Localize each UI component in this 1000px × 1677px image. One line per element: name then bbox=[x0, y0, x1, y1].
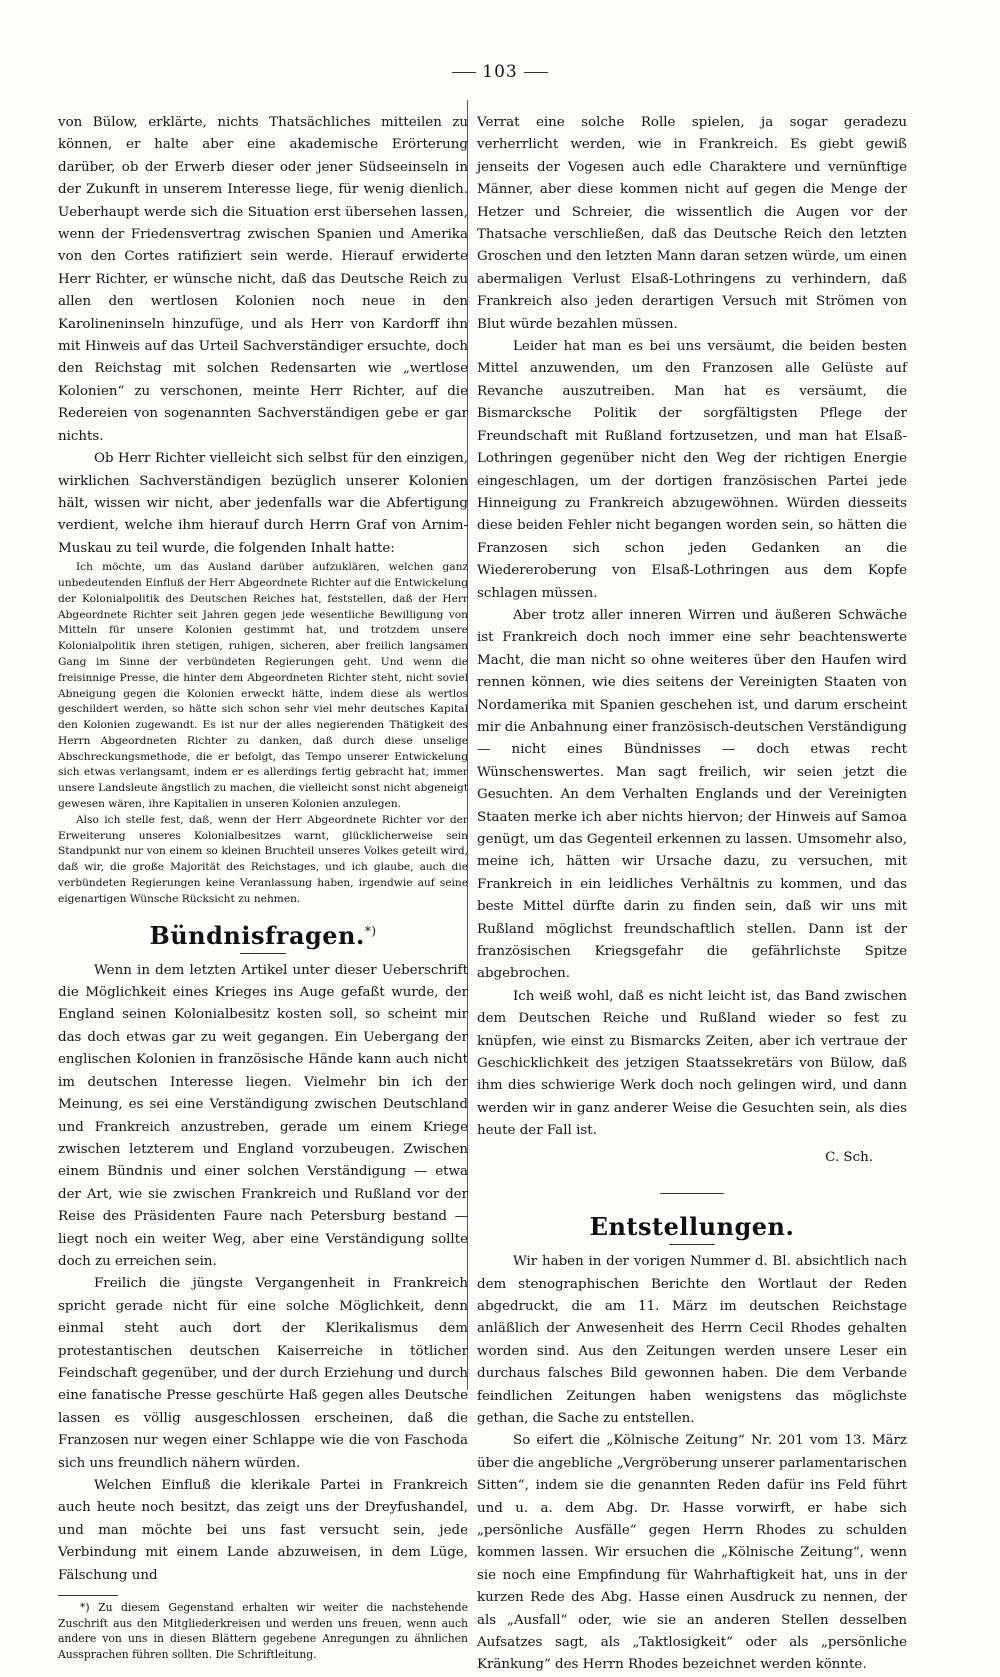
article-text-paragraph: Aber trotz aller inneren Wirren und äußeren Schwäche ist Frankreich doch noch immer eine sehr beachtenswerte Macht, die man nicht so ohne weiteres über den Haufen wird rennen können, wie dies seitens der Vereinigten Staaten von Nordamerika mit Spanien geschehen ist, und darum erscheint mir die Anbahnung einer französisch-deutschen Verständigung — nicht eines Bündnisses — doch etwas recht Wünschenswertes. Man sagt freilich, wir seien jetzt die Gesuchten. An dem Verhalten Englands und der Vereinigten Staaten merke ich aber nichts hiervon; der Hinweis auf Samoa genügt, um das Gegenteil erkennen zu lassen. Umsomehr also, meine ich, hätten wir Ursache dazu, zu versuchen, mit Frankreich in ein leidliches Verhältnis zu kommen, und das beste Mittel dürfte darin zu finden sein, daß wir uns mit Rußland möglichst freundschaftlich stellen. Dann ist der französischen Kriegsgefahr die gefährlichste Spitze abgebrochen. bbox=[477, 607, 907, 982]
heading-rule bbox=[669, 1244, 715, 1245]
quote-paragraph: Also ich stelle fest, daß, wenn der Herr Abgeordnete Richter vor der Erweiterung unseres Kolonialbesitzes warnt, glücklicherweise sein Standpunkt nur von einem so kleinen Bruchteil unseres Volkes geteilt wird, daß wir, die große Majorität des Reichstages, und ich glaube, auch die verbündeten Regierungen keine Veranlassung haben, irgendwie auf seine eigenartigen Wünsche Rücksicht zu nehmen. bbox=[58, 813, 468, 905]
article-heading bbox=[58, 916, 468, 951]
article-text-paragraph: Ob Herr Richter vielleicht sich selbst für den einzigen, wirklichen Sachverständigen bezüglich unserer Kolonien hält, wissen wir nicht, aber jedenfalls war die Abfertigung verdient, welche ihm hierauf durch Herrn Graf von Arnim-Muskau zu teil wurde, die folgenden Inhalt hatte: bbox=[58, 451, 468, 556]
page-number-rule-left bbox=[452, 72, 476, 73]
left-column bbox=[58, 112, 468, 1662]
author-signature: C. Sch. bbox=[825, 1149, 873, 1165]
footnote-text: *) Zu diesem Gegenstand erhalten wir weiter die nachstehende Zuschrift aus den Mitgliederkreisen und werden uns freuen, wenn auch andere von uns in diesen Blättern gegebene Anregungen zu ähnlichen Aussprachen führen sollten. Die Schriftleitung. bbox=[58, 1601, 468, 1661]
footnote-rule bbox=[58, 1595, 118, 1596]
article-text-paragraph: Verrat eine solche Rolle spielen, ja sogar geradezu verherrlicht werden, wie in Frankreich. Es giebt gewiß jenseits der Vogesen auch edle Charaktere und vernünftige Männer, aber diese kommen nicht auf gegen die Menge der Hetzer und Schreier, die wissentlich die Augen vor der Thatsache verschließen, daß das Deutsche Reich den letzten Groschen und den letzten Mann daran setzen würde, um einen abermaligen Verlust Elsaß-Lothringens zu verhindern, daß Frankreich also jeden derartigen Versuch mit Strömen von Blut würde bezahlen müssen. bbox=[477, 115, 907, 332]
quote-paragraph: Ich möchte, um das Ausland darüber aufzuklären, welchen ganz unbedeutenden Einfluß der Herr Abgeordnete Richter auf die Entwickelung der Kolonialpolitik des Deutschen Reiches hat, feststellen, daß der Herr Abgeordnete Richter seit Jahren gegen jede wesentliche Bewilligung von Mitteln für unsere Kolonien gestimmt hat, und trotzdem unsere Kolonialpolitik ihren stetigen, ruhigen, sicheren, aber freilich langsamen Gang im Sinne der verbündeten Regierungen geht. Und wenn die freisinnige Presse, die hinter dem Abgeordneten Richter steht, nicht soviel Abneigung gegen die Kolonien erweckt hätte, indem diese als wertlos geschildert werden, so hätte sich schon sehr viel mehr deutsches Kapital den Kolonien zugewandt. Es ist nur der alles negierenden Thätigkeit des Herrn Abgeordneten Richter zu danken, daß durch diese unselige Abschreckungsmethode, die er befolgt, das Tempo unserer Entwickelung sich etwas verlangsamt, indem er es allerdings fertig gebracht hat, immer unsere Landsleute ängstlich zu machen, die vielleicht sonst nicht abgeneigt gewesen wären, ihre Kapitalien in unseren Kolonien anzulegen. bbox=[58, 561, 468, 811]
article-text-paragraph: Leider hat man es bei uns versäumt, die beiden besten Mittel anzuwenden, um den Franzosen alle Gelüste auf Revanche auszutreiben. Man hat es versäumt, die Bismarcksche Politik der sorgfältigsten Pflege der Freundschaft mit Rußland fortzusetzen, und man hat Elsaß-Lothringen gegenüber nicht den Weg der richtigen Energie eingeschlagen, um der dortigen französischen Partei jede Hinneigung zu Frankreich abzugewöhnen. Würden diesseits diese beiden Fehler nicht begangen worden sein, so hätten die Franzosen sich schon jeden Gedanken an die Wiedereroberung von Elsaß-Lothringen aus dem Kopfe schlagen müssen. bbox=[477, 339, 907, 601]
page-number-text: 103 bbox=[482, 62, 518, 82]
article-text-paragraph: von Bülow, erklärte, nichts Thatsächliches mitteilen zu können, er halte aber eine akademische Erörterung darüber, ob der Erwerb dieser oder jener Südseeinseln in der Zukunft in unserem Interesse liege, für wenig dienlich. Ueberhaupt werde sich die Situation erst übersehen lassen, wenn der Friedensvertrag zwischen Spanien und Amerika von den Cortes ratifiziert sein werde. Hierauf erwiderte Herr Richter, er wünsche nicht, daß das Deutsche Reich zu allen den wertlosen Kolonien noch neue in den Karolineninseln hinzufüge, und als Herr von Kardorff ihn mit Hinweis auf das Urteil Sachverständiger ersuchte, doch den Reichstag mit solchen Redensarten wie „wertlose Kolonien“ zu verschonen, meinte Herr Richter, auf die Redereien von sogenannten Sachverständigen gebe er gar nichts. bbox=[58, 115, 468, 444]
right-column bbox=[477, 112, 907, 1677]
section-rule bbox=[660, 1193, 724, 1194]
heading-rule bbox=[240, 953, 286, 954]
article-text-paragraph: Wir haben in der vorigen Nummer d. Bl. absichtlich nach dem stenographischen Berichte den Wortlaut der Reden abgedruckt, die am 11. März im deutschen Reichstage anläßlich der Anwesenheit des Herrn Cecil Rhodes gehalten worden sind. Aus den Zeitungen werden unsere Leser ein durchaus falsches Bild gewonnen haben. Die dem Verbande feindlichen Zeitungen haben wenigstens das möglichste gethan, die Sache zu entstellen. bbox=[477, 1254, 907, 1426]
article-text-paragraph: Wenn in dem letzten Artikel unter dieser Ueberschrift die Möglichkeit eines Krieges ins Auge gefaßt wurde, der England seinen Kolonialbesitz kosten soll, so scheint mir das doch etwas gar zu weit gegangen. Ein Uebergang der englischen Kolonien in französische Hände kann auch nicht im deutschen Interesse liegen. Vielmehr bin ich der Meinung, es sei eine Verständigung zwischen Deutschland und Frankreich anzustreben, gerade um einem Kriege zwischen letzterem und England vorzubeugen. Zwischen einem Bündnis und einer solchen Verständigung — etwa der Art, wie sie zwischen Frankreich und Rußland vor der Reise des Präsidenten Faure nach Petersburg bestand — liegt noch ein weiter Weg, aber eine Verständigung sollte doch zu erreichen sein. bbox=[58, 962, 468, 1269]
article-text-paragraph: Freilich die jüngste Vergangenheit in Frankreich spricht gerade nicht für eine solche Möglichkeit, denn einmal steht auch dort der Klerikalismus dem protestantischen deutschen Kaiserreiche in tötlicher Feindschaft gegenüber, und der durch Erziehung und durch eine fanatische Presse geschürte Haß gegen alles Deutsche lassen es völlig ausgeschlossen erscheinen, daß die Franzosen nur wegen einer Schlappe wie die von Faschoda sich uns freundlich nähern würden. bbox=[58, 1276, 468, 1471]
page-number bbox=[0, 62, 1000, 82]
article-heading-text: Bündnisfragen. bbox=[149, 920, 365, 950]
article-text-paragraph: Ich weiß wohl, daß es nicht leicht ist, das Band zwischen dem Deutschen Reiche und Rußland wieder so fest zu knüpfen, wie einst zu Bismarcks Zeiten, aber ich vertraue der Geschicklichkeit des jetzigen Staatssekretärs von Bülow, daß ihm dies schwierige Werk doch noch gelingen wird, und dann werden wir in ganz anderer Weise die Gesuchten sein, als dies heute der Fall ist. bbox=[477, 988, 907, 1139]
page-number-rule-right bbox=[524, 72, 548, 73]
article-heading: Entstellungen. bbox=[589, 1212, 795, 1242]
article-text-paragraph: So eifert die „Kölnische Zeitung“ Nr. 201 vom 13. März über die angebliche „Vergröberung unserer parlamentarischen Sitten“, indem sie die genannten Reden dafür ins Feld führt und u. a. dem Abg. Dr. Hasse vorwirft, er habe sich „persönliche Ausfälle“ gegen Herrn Rhodes zu schulden kommen lassen. Wir ersuchen die „Kölnische Zeitung“, wenn sie noch eine Empfindung für Wahrhaftigkeit hat, uns in der kurzen Rede des Abg. Hasse einen Ausdruck zu nennen, der als „Ausfall“ oder, wie sie an anderen Stellen desselben Aufsatzes sagt, als „Taktlosigkeit“ oder als „persönliche Kränkung“ des Herrn Rhodes bezeichnet werden könnte. bbox=[477, 1433, 907, 1673]
article-text-paragraph: Welchen Einfluß die klerikale Partei in Frankreich auch heute noch besitzt, das zeigt uns der Dreyfushandel, und man möchte bei uns fast versucht sein, jede Verbindung mit einem Lande abzuweisen, in dem Lüge, Fälschung und bbox=[58, 1478, 468, 1583]
footnote bbox=[58, 1600, 468, 1662]
quoted-speech bbox=[58, 560, 468, 908]
footnote-marker: *) bbox=[364, 923, 377, 938]
